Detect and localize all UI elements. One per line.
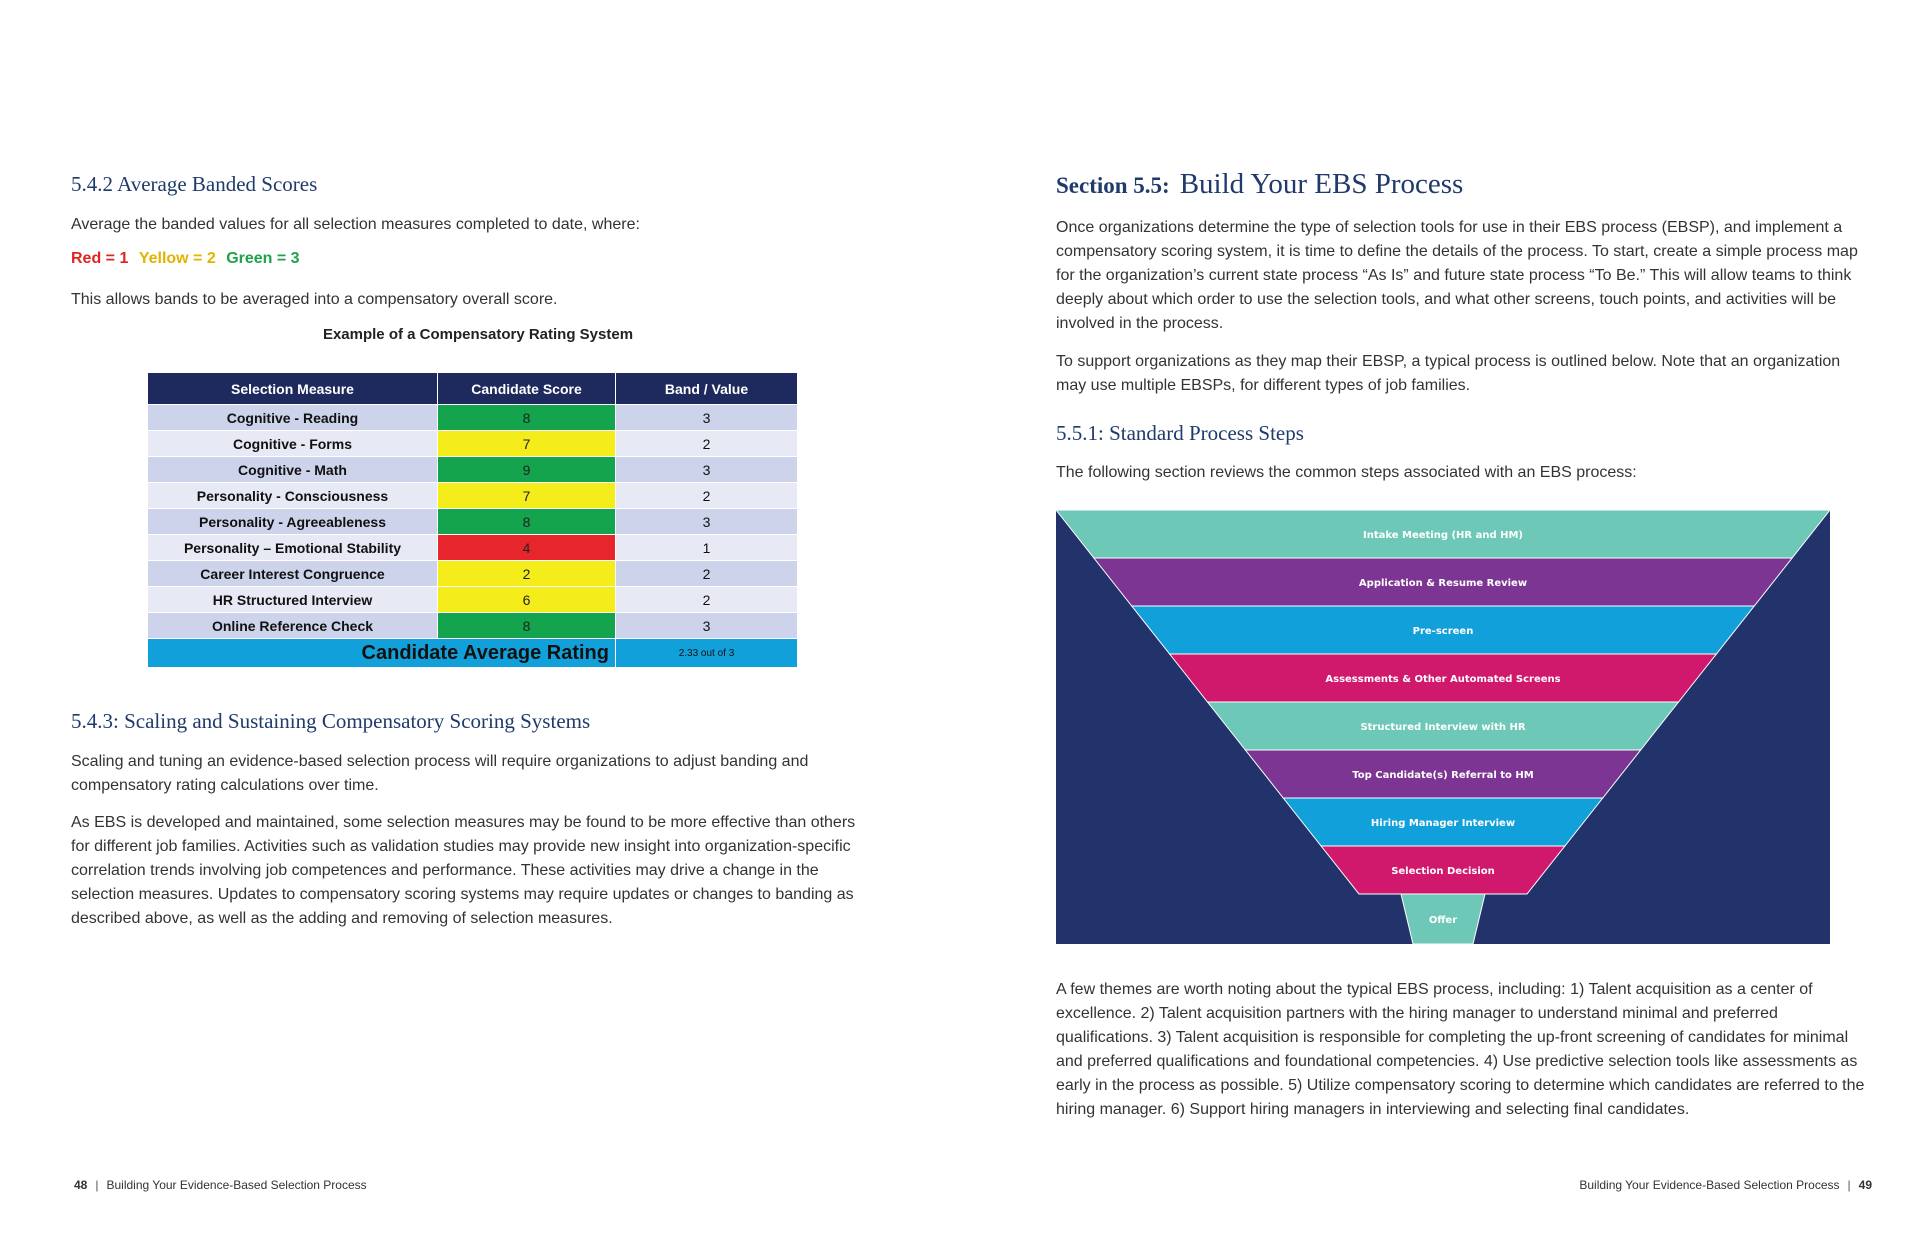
- average-label: Candidate Average Rating: [148, 639, 616, 668]
- page-number: 49: [1858, 1178, 1872, 1192]
- average-row: [148, 639, 798, 668]
- footer-separator: |: [95, 1178, 99, 1192]
- average-value: 2.33 out of 3: [616, 639, 798, 668]
- candidate-score-cell: 8: [438, 613, 616, 639]
- table-row: [148, 613, 798, 639]
- band-value-cell: 2: [616, 561, 798, 587]
- right-page: [960, 0, 1920, 1242]
- selection-measure-cell: HR Structured Interview: [148, 587, 438, 613]
- section-label: Section 5.5:: [1056, 173, 1170, 198]
- candidate-score-cell: 8: [438, 509, 616, 535]
- funnel-step-label: Offer: [1428, 915, 1458, 926]
- section-name: Build Your EBS Process: [1179, 168, 1464, 200]
- selection-measure-cell: Career Interest Congruence: [148, 561, 438, 587]
- heading-551: 5.5.1: Standard Process Steps: [1056, 421, 1304, 445]
- rating-table: [147, 372, 798, 668]
- funnel-step-label: Structured Interview with HR: [1360, 722, 1526, 733]
- support-paragraph: To support organizations as they map their EBSP, a typical process is outlined below. Note that an organization may use multiple EBSPs, for different types of job families.: [1056, 353, 1841, 394]
- candidate-score-cell: 7: [438, 483, 616, 509]
- table-row: [148, 405, 798, 431]
- table-header-row: [148, 373, 798, 405]
- heading-542: 5.4.2 Average Banded Scores: [71, 172, 318, 196]
- table-row: [148, 483, 798, 509]
- candidate-score-cell: 9: [438, 457, 616, 483]
- header-selection-measure: Selection Measure: [148, 373, 438, 405]
- table-row: [148, 535, 798, 561]
- allows-paragraph: This allows bands to be averaged into a compensatory overall score.: [71, 291, 558, 308]
- candidate-score-cell: 7: [438, 431, 616, 457]
- legend-red: Red = 1: [71, 250, 129, 267]
- intro-paragraph: Average the banded values for all selection measures completed to date, where:: [71, 216, 640, 233]
- selection-measure-cell: Personality - Agreeableness: [148, 509, 438, 535]
- selection-measure-cell: Personality - Consciousness: [148, 483, 438, 509]
- selection-measure-cell: Personality – Emotional Stability: [148, 535, 438, 561]
- themes-paragraph: A few themes are worth noting about the typical EBS process, including: 1) Talent acquisition as a center of excellence. 2) Talent acquisition partners with the hiring manager to understand minimal and preferred qualifications. 3) Talent acquisition is responsible for completing the up-front screening of candidates for minimal and preferred qualifications and foundational competencies. 4) Use predictive selection tools like assessments as early in the process as possible. 5) Utilize compensatory scoring to determine which candidates are referred to the hiring manager. 6) Support hiring managers in interviewing and selecting final candidates.: [1056, 981, 1865, 1118]
- funnel-step-label: Selection Decision: [1391, 866, 1495, 877]
- candidate-score-cell: 8: [438, 405, 616, 431]
- funnel-step-label: Application & Resume Review: [1358, 578, 1528, 589]
- legend-yellow: Yellow = 2: [138, 250, 216, 267]
- funnel-step-label: Assessments & Other Automated Screens: [1325, 674, 1561, 685]
- header-band-value: Band / Value: [616, 373, 798, 405]
- band-value-cell: 2: [616, 587, 798, 613]
- following-paragraph: The following section reviews the common steps associated with an EBS process:: [1056, 464, 1637, 481]
- funnel-step-label: Intake Meeting (HR and HM): [1362, 530, 1524, 541]
- footer-title: Building Your Evidence-Based Selection Process: [1579, 1178, 1840, 1192]
- selection-measure-cell: Online Reference Check: [148, 613, 438, 639]
- scaling-paragraph: Scaling and tuning an evidence-based selection process will require organizations to adjust banding and compensatory rating calculations over time.: [71, 753, 809, 794]
- process-funnel: [1056, 510, 1830, 944]
- rating-table-body: [148, 405, 798, 639]
- band-value-cell: 1: [616, 535, 798, 561]
- header-candidate-score: Candidate Score: [438, 373, 616, 405]
- table-row: [148, 457, 798, 483]
- selection-measure-cell: Cognitive - Forms: [148, 431, 438, 457]
- selection-measure-cell: Cognitive - Reading: [148, 405, 438, 431]
- footer-title: Building Your Evidence-Based Selection Process: [106, 1178, 367, 1192]
- table-title: Example of a Compensatory Rating System: [322, 326, 634, 343]
- band-value-cell: 3: [616, 509, 798, 535]
- ebs-developed-paragraph: As EBS is developed and maintained, some selection measures may be found to be more effective than others for different job families. Activities such as validation studies may provide new insight into organization-specific correlation trends involving job competences and performance. These activities may drive a change in the selection measures. Updates to compensatory scoring systems may require updates or changes to banding as described above, as well as the adding and removing of selection measures.: [71, 814, 856, 927]
- section-title: [1056, 168, 1463, 201]
- candidate-score-cell: 6: [438, 587, 616, 613]
- footer-separator: |: [1847, 1178, 1851, 1192]
- band-value-cell: 3: [616, 613, 798, 639]
- band-value-cell: 3: [616, 405, 798, 431]
- legend-green: Green = 3: [226, 250, 300, 267]
- footer-left: [74, 1178, 367, 1192]
- selection-measure-cell: Cognitive - Math: [148, 457, 438, 483]
- funnel-step-label: Hiring Manager Interview: [1370, 818, 1516, 829]
- band-value-cell: 2: [616, 431, 798, 457]
- table-row: [148, 431, 798, 457]
- band-legend: [71, 250, 300, 268]
- once-paragraph: Once organizations determine the type of selection tools for use in their EBS process (EBSP), and implement a compensatory scoring system, it is time to define the details of the process. To start, create a simple process map for the organization’s current state process “As Is” and future state process “To Be.” This will allow teams to think deeply about which order to use the selection tools, and what other screens, touch points, and activities will be involved in the process.: [1056, 219, 1858, 332]
- funnel-step-label: Pre-screen: [1412, 626, 1474, 637]
- footer-right: [1579, 1178, 1872, 1192]
- funnel-step-label: Top Candidate(s) Referral to HM: [1352, 770, 1534, 781]
- candidate-score-cell: 4: [438, 535, 616, 561]
- table-row: [148, 509, 798, 535]
- table-row: [148, 587, 798, 613]
- band-value-cell: 3: [616, 457, 798, 483]
- candidate-score-cell: 2: [438, 561, 616, 587]
- page-number: 48: [74, 1178, 88, 1192]
- heading-543: 5.4.3: Scaling and Sustaining Compensatory Scoring Systems: [71, 709, 591, 733]
- band-value-cell: 2: [616, 483, 798, 509]
- table-row: [148, 561, 798, 587]
